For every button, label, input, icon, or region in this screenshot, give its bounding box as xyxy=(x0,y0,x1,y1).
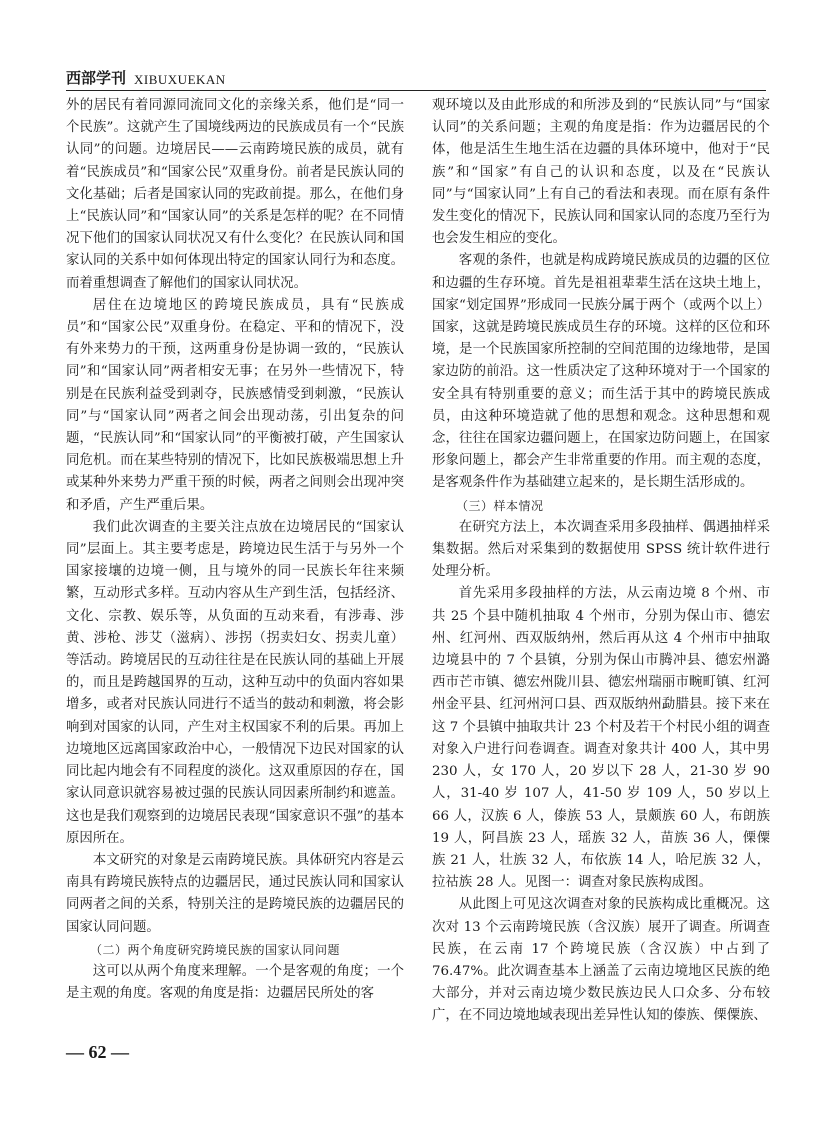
journal-title-cn: 西部学刊 xyxy=(66,69,127,87)
paragraph: 在研究方法上，本次调查采用多段抽样、偶遇抽样采集数据。然后对采集到的数据使用 SPSS 统计软件进行处理分析。 xyxy=(432,519,770,580)
section-heading: （二）两个角度研究跨境民族的国家认同问题 xyxy=(90,942,341,957)
paragraph: 这可以从两个角度来理解。一个是客观的角度；一个是主观的角度。客观的角度是指：边疆居民所处的客 xyxy=(66,963,404,1002)
paragraph: 我们此次调查的主要关注点放在边境居民的“国家认同”层面上。其主要考虑是，跨境边民生活于与另外一个国家接壤的边境一侧，且与境外的同一民族长年往来频繁，互动形式多样。互动内容从生产到生活，包括经济、文化、宗教、娱乐等，从负面的互动来看，有涉毒、涉黄、涉枪、涉艾（滋病）、涉拐（拐卖妇女、拐卖儿童）等活动。跨境居民的互动往往是在民族认同的基础上开展的，而且是跨越国界的互动，这种互动中的负面内容如果增多，或者对民族认同进行不适当的鼓动和刺激，将会影响到对国家的认同，产生对主权国家不利的后果。再加上边境地区远离国家政治中心，一般情况下边民对国家的认同比起内地会有不同程度的淡化。这双重原因的存在，国家认同意识就容易被过强的民族认同因素所制约和遮盖。这也是我们观察到的边境居民表现“国家意识不强”的基本原因所在。 xyxy=(66,519,404,846)
section-heading: （三）样本情况 xyxy=(456,498,544,513)
paragraph: 客观的条件，也就是构成跨境民族成员的边疆的区位和边疆的生存环境。首先是祖祖辈辈生活在这块土地上，国家“划定国界”形成同一民族分属于两个（或两个以上）国家，这就是跨境民族成员生存的环境。这样的区位和环境，是一个民族国家所控制的空间范围的边缘地带，是国家边防的前沿。这一性质决定了这种环境对于一个国家的安全具有特别重要的意义；而生活于其中的跨境民族成员，由这种环境造就了他的思想和观念。这种思想和观念，往往在国家边疆问题上，在国家边防问题上，在国家形象问题上，都会产生非常重要的作用。而主观的态度，是客观条件作为基础建立起来的，是长期生活形成的。 xyxy=(432,253,770,491)
paragraph: 本文研究的对象是云南跨境民族。具体研究内容是云南具有跨境民族特点的边疆居民，通过民族认同和国家认同两者之间的关系，特别关注的是跨境民族的边疆居民的国家认同问题。 xyxy=(66,852,404,935)
paragraph: 首先采用多段抽样的方法，从云南边境 8 个州、市共 25 个县中随机抽取 4 个州市，分别为保山市、德宏州、红河州、西双版纳州，然后再从这 4 个州市中抽取边境县中的 7 个县镇，分别为保山市腾冲县、德宏州潞西市芒市镇、德宏州陇川县、德宏州瑞丽市畹町镇、红河州金平县、红河州河口县、西双版纳州勐腊县。接下来在这 7 个县镇中抽取共计 23 个村及若干个村民小组的调查对象入户进行问卷调查。调查对象共计 400 人，其中男 230 人，女 170 人，20 岁以下 28 人，21-30 岁 90 人，31-40 岁 107 人，41-50 岁 109 人，50 岁以上 66 人，汉族 6 人，傣族 53 人，景颇族 60 人，布朗族 19 人，阿昌族 23 人，瑶族 32 人，苗族 36 人，傈僳族 21 人，壮族 32 人，布依族 14 人，哈尼族 32 人，拉祜族 28 人。见图一：调查对象民族构成图。 xyxy=(432,586,770,891)
right-column xyxy=(432,95,770,1035)
journal-title-en: XIBUXUEKAN xyxy=(134,72,226,87)
paragraph: 居住在边境地区的跨境民族成员，具有“民族成员”和“国家公民”双重身份。在稳定、平和的情况下，没有外来势力的干预，这两重身份是协调一致的，“民族认同”和“国家认同”两者相安无事；在另外一些情况下，特别是在民族利益受到剥夺，民族感情受到刺激，“民族认同”与“国家认同”两者之间会出现动荡，引出复杂的问题，“民族认同”和“国家认同”的平衡被打破，产生国家认同危机。而在某些特别的情况下，比如民族极端思想上升或某种外来势力严重干预的时候，两者之间则会出现冲突和矛盾，产生严重后果。 xyxy=(66,297,404,513)
paragraph: 外的居民有着同源同流同文化的亲缘关系，他们是“同一个民族”。这就产生了国境线两边的民族成员有一个“民族认同”的问题。边境居民——云南跨境民族的成员，就有着“民族成员”和“国家公民”双重身份。前者是民族认同的文化基础；后者是国家认同的宪政前提。那么，在他们身上“民族认同”和“国家认同”的关系是怎样的呢？在不同情况下他们的国家认同状况又有什么变化？在民族认同和国家认同的关系中如何体现出特定的国家认同行为和态度。而着重想调查了解他们的国家认同状况。 xyxy=(66,98,404,291)
paragraph: 观环境以及由此形成的和所涉及到的“民族认同”与“国家认同”的关系问题；主观的角度是指：作为边疆居民的个体，他是活生生地生活在边疆的具体环境中，他对于“民族”和“国家”有自己的认识和态度，以及在“民族认同”与“国家认同”上有自己的看法和表现。而在原有条件发生变化的情况下，民族认同和国家认同的态度乃至行为也会发生相应的变化。 xyxy=(432,98,770,247)
paragraph: 从此图上可见这次调查对象的民族构成比重概况。这次对 13 个云南跨境民族（含汉族）展开了调查。所调查民族，在云南 17 个跨境民族（含汉族）中占到了 76.47%。此次调查基本上涵盖了云南边境地区民族的绝大部分，并对云南边境少数民族边民人口众多、分布较广，在不同边境地域表现出差异性认知的傣族、傈僳族、 xyxy=(432,897,770,1024)
running-header xyxy=(66,66,766,88)
left-column xyxy=(66,95,404,1035)
page-number: — 62 — xyxy=(66,1042,129,1062)
header-rule xyxy=(66,90,766,91)
